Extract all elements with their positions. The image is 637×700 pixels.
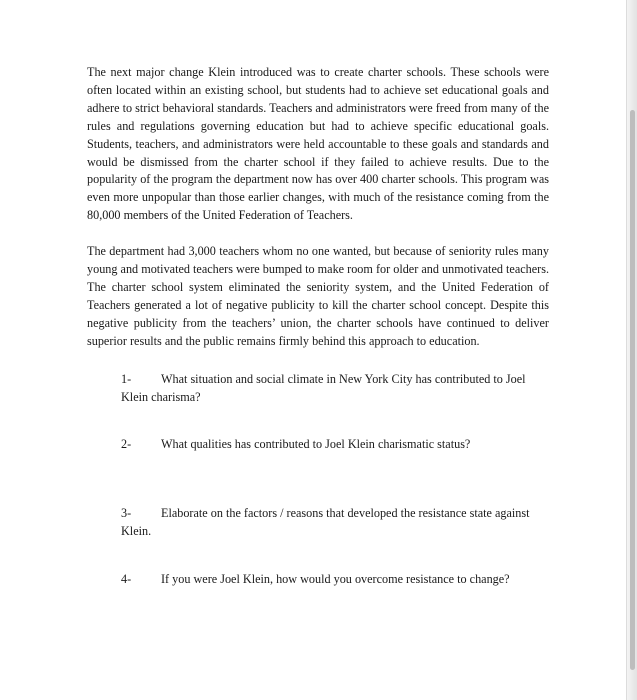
question-item (87, 371, 549, 407)
question-list (87, 371, 549, 589)
question-item (87, 571, 549, 589)
question-number: 4- (121, 572, 132, 587)
page-edge (626, 0, 637, 700)
scrollbar-thumb[interactable] (630, 110, 635, 670)
paragraph-charter-schools: The next major change Klein introduced was to create charter schools. These schools were often located within an existing school, but students had to achieve set educational goals and adhere to strict behavioral standards. Teachers and administrators were freed from many of the rules and regulations governing education but had to achieve specific educational goals. Students, teachers, and administrators were held accountable to these goals and standards and would be dismissed from the charter school if they failed to achieve results. Due to the popularity of the program the department now has over 400 charter schools. This program was even more unpopular than those earlier changes, with much of the resistance coming from the 80,000 members of the United Federation of Teachers. (87, 65, 549, 223)
question-number: 1- (121, 371, 132, 386)
question-number: 3- (121, 506, 132, 521)
question-text: If you were Joel Klein, how would you overcome resistance to change? (161, 572, 510, 587)
paragraph-seniority: The department had 3,000 teachers whom no one wanted, but because of seniority rules many young and motivated teachers were bumped to make room for older and unmotivated teachers. The charter school system eliminated the seniority system, and the United Federation of Teachers generated a lot of negative publicity to kill the charter school concept. Despite this negative publicity from the teachers’ union, the charter schools have continued to deliver superior results and the public remains firmly behind this approach to education. (87, 244, 549, 348)
question-text: Elaborate on the factors / reasons that developed the resistance state against Klein. (121, 506, 530, 539)
question-item (87, 505, 549, 541)
document-body (87, 64, 549, 589)
question-number: 2- (121, 437, 132, 452)
question-text: What situation and social climate in New York City has contributed to Joel Klein charisma? (121, 371, 526, 404)
question-item (87, 436, 549, 454)
question-text: What qualities has contributed to Joel Klein charismatic status? (161, 437, 471, 452)
